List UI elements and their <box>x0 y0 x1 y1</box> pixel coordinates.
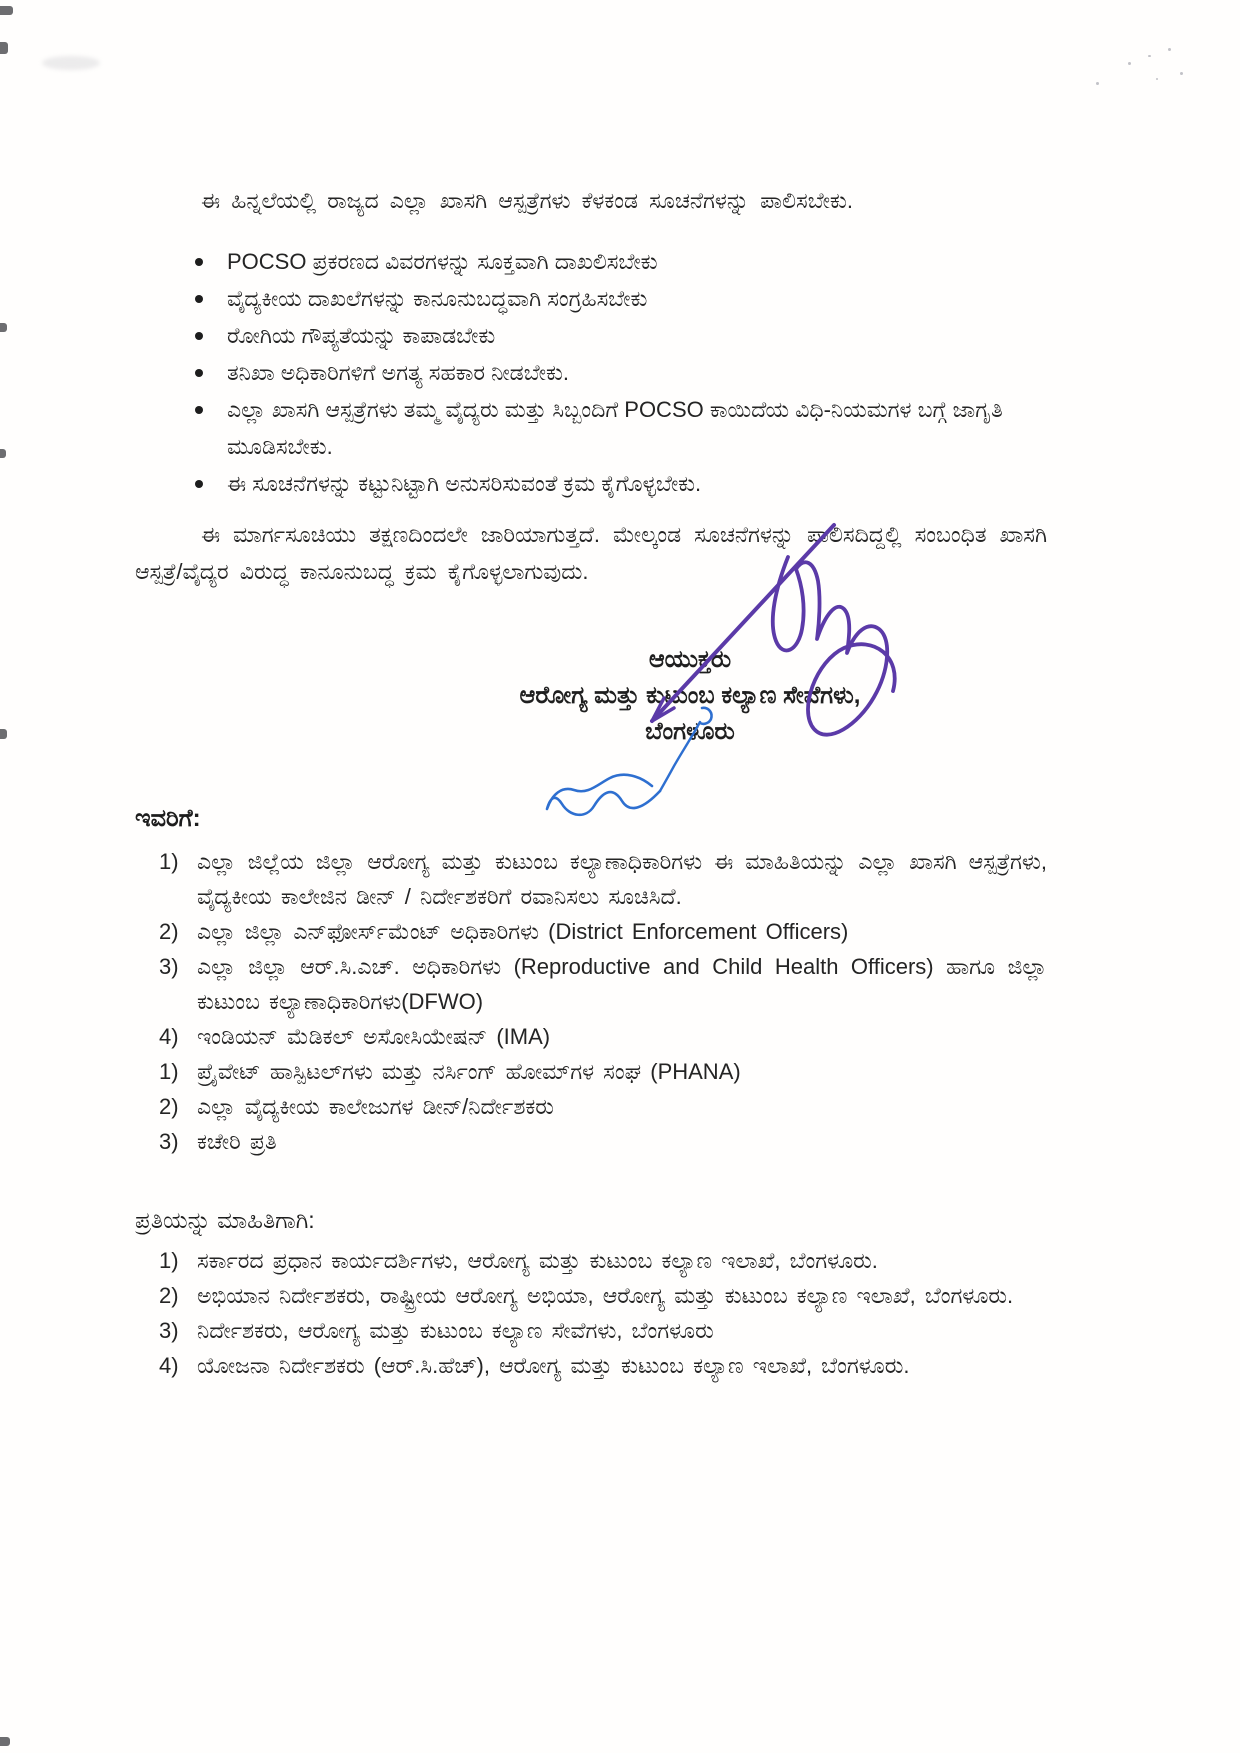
item-text: ಎಲ್ಲಾ ಜಿಲ್ಲಾ ಎನ್‌ಫೋರ್ಸ್‌ಮೆಂಟ್ ಅಧಿಕಾರಿಗಳು (District Enforcement Officers) <box>197 919 849 944</box>
recipient-item <box>135 1089 1047 1124</box>
bullet-dot-icon <box>195 406 203 414</box>
instruction-bullet-list <box>189 243 1047 502</box>
bullet-dot-icon <box>195 332 203 340</box>
signature-block <box>435 642 945 750</box>
item-text: ಯೋಜನಾ ನಿರ್ದೇಶಕರು (ಆರ್.ಸಿ.ಹೆಚ್), ಆರೋಗ್ಯ ಮತ್ತು ಕುಟುಂಬ ಕಲ್ಯಾಣ ಇಲಾಖೆ, ಬೆಂಗಳೂರು. <box>197 1353 910 1378</box>
item-text: ಎಲ್ಲಾ ಜಿಲ್ಲಾ ಆರ್.ಸಿ.ಎಚ್. ಅಧಿಕಾರಿಗಳು (Reproductive and Child Health Officers) ಹಾಗೂ ಜಿಲ್ಲಾ ಕುಟುಂಬ ಕಲ್ಯಾಣಾಧಿಕಾರಿಗಳು(DFWO) <box>197 954 1047 1014</box>
scan-speck <box>1168 48 1171 51</box>
item-text: ಅಭಿಯಾನ ನಿರ್ದೇಶಕರು, ರಾಷ್ಟ್ರೀಯ ಆರೋಗ್ಯ ಅಭಿಯಾ, ಆರೋಗ್ಯ ಮತ್ತು ಕುಟುಂಬ ಕಲ್ಯಾಣ ಇಲಾಖೆ, ಬೆಂಗಳೂರು. <box>197 1283 1014 1308</box>
item-number: 2) <box>159 1283 179 1308</box>
bullet-text: ವೈದ್ಯಕೀಯ ದಾಖಲೆಗಳನ್ನು ಕಾನೂನುಬದ್ಧವಾಗಿ ಸಂಗ್ರಹಿಸಬೇಕು <box>227 286 648 311</box>
item-number: 3) <box>159 1129 179 1154</box>
item-number: 1) <box>159 849 179 874</box>
item-number: 4) <box>159 1024 179 1049</box>
item-text: ಎಲ್ಲಾ ವೈದ್ಯಕೀಯ ಕಾಲೇಜುಗಳ ಡೀನ್/ನಿರ್ದೇಶಕರು <box>197 1094 554 1119</box>
recipient-item <box>135 949 1047 1019</box>
signatory-organization: ಆರೋಗ್ಯ ಮತ್ತು ಕುಟುಂಬ ಕಲ್ಯಾಣ ಸೇವೆಗಳು, <box>519 682 861 709</box>
scan-smudge <box>42 56 100 70</box>
recipient-item <box>135 1124 1047 1159</box>
scan-artifact <box>0 6 13 15</box>
scan-speck <box>1156 78 1158 80</box>
signatory-title: ಆಯುಕ್ತರು <box>648 646 732 673</box>
bullet-item <box>189 465 1047 502</box>
bullet-item <box>189 243 1047 280</box>
recipient-item <box>135 844 1047 914</box>
item-number: 3) <box>159 954 179 979</box>
item-number: 2) <box>159 919 179 944</box>
bullet-text: ಎಲ್ಲಾ ಖಾಸಗಿ ಆಸ್ಪತ್ರೆಗಳು ತಮ್ಮ ವೈದ್ಯರು ಮತ್ತು ಸಿಬ್ಬಂದಿಗೆ POCSO ಕಾಯಿದೆಯ ವಿಧಿ-ನಿಯಮಗಳ ಬಗ್ಗೆ ಜಾಗೃತಿ ಮೂಡಿಸಬೇಕು. <box>227 397 1003 459</box>
bullet-dot-icon <box>195 480 203 488</box>
bullet-item <box>189 280 1047 317</box>
bullet-item <box>189 354 1047 391</box>
scan-artifact <box>0 449 6 458</box>
copy-section-heading: ಪ್ರತಿಯನ್ನು ಮಾಹಿತಿಗಾಗಿ: <box>135 1207 315 1233</box>
bullet-dot-icon <box>195 369 203 377</box>
item-number: 3) <box>159 1318 179 1343</box>
recipient-item <box>135 914 1047 949</box>
item-number: 4) <box>159 1353 179 1378</box>
item-number: 1) <box>159 1059 179 1084</box>
recipient-item <box>135 1054 1047 1089</box>
item-text: ಕಚೇರಿ ಪ್ರತಿ <box>197 1129 277 1154</box>
item-text: ಸರ್ಕಾರದ ಪ್ರಧಾನ ಕಾರ್ಯದರ್ಶಿಗಳು, ಆರೋಗ್ಯ ಮತ್ತು ಕುಟುಂಬ ಕಲ್ಯಾಣ ಇಲಾಖೆ, ಬೆಂಗಳೂರು. <box>197 1248 878 1273</box>
bullet-text: ತನಿಖಾ ಅಧಿಕಾರಿಗಳಿಗೆ ಅಗತ್ಯ ಸಹಕಾರ ನೀಡಬೇಕು. <box>227 360 569 385</box>
scan-artifact <box>0 729 7 739</box>
bullet-text: ರೋಗಿಯ ಗೌಪ್ಯತೆಯನ್ನು ಕಾಪಾಡಬೇಕು <box>227 323 496 348</box>
enforcement-paragraph: ಈ ಮಾರ್ಗಸೂಚಿಯು ತಕ್ಷಣದಿಂದಲೇ ಜಾರಿಯಾಗುತ್ತದೆ. ಮೇಲ್ಕಂಡ ಸೂಚನೆಗಳನ್ನು ಪಾಲಿಸದಿದ್ದಲ್ಲಿ ಸಂಬಂಧಿತ ಖಾಸಗಿ ಆಸ್ಪತ್ರೆ/ವೈದ್ಯರ ವಿರುದ್ಧ ಕಾನೂನುಬದ್ಧ ಕ್ರಮ ಕೈಗೊಳ್ಳಲಾಗುವುದು. <box>135 522 1047 584</box>
opening-paragraph: ಈ ಹಿನ್ನಲೆಯಲ್ಲಿ ರಾಜ್ಯದ ಎಲ್ಲಾ ಖಾಸಗಿ ಆಸ್ಪತ್ರೆಗಳು ಕೆಳಕಂಡ ಸೂಚನೆಗಳನ್ನು ಪಾಲಿಸಬೇಕು. <box>201 188 853 213</box>
scan-artifact <box>0 1737 10 1746</box>
scan-speck <box>1148 55 1151 57</box>
scan-artifact <box>0 323 7 332</box>
copy-item <box>135 1278 1047 1313</box>
copy-item <box>135 1243 1047 1278</box>
scan-speck <box>1128 62 1131 65</box>
bullet-item <box>189 391 1047 465</box>
scan-artifact <box>0 42 8 54</box>
recipients-heading: ಇವರಿಗೆ: <box>135 805 201 832</box>
bullet-item <box>189 317 1047 354</box>
bullet-dot-icon <box>195 258 203 266</box>
item-number: 1) <box>159 1248 179 1273</box>
copy-item <box>135 1313 1047 1348</box>
signatory-city: ಬೆಂಗಳೂರು <box>645 718 735 745</box>
copy-list <box>135 1243 1047 1383</box>
bullet-text: POCSO ಪ್ರಕರಣದ ವಿವರಗಳನ್ನು ಸೂಕ್ತವಾಗಿ ದಾಖಲಿಸಬೇಕು <box>227 249 658 274</box>
copy-item <box>135 1348 1047 1383</box>
bullet-text: ಈ ಸೂಚನೆಗಳನ್ನು ಕಟ್ಟುನಿಟ್ಟಾಗಿ ಅನುಸರಿಸುವಂತೆ ಕ್ರಮ ಕೈಗೊಳ್ಳಬೇಕು. <box>227 471 702 496</box>
item-text: ಇಂಡಿಯನ್ ಮೆಡಿಕಲ್ ಅಸೋಸಿಯೇಷನ್ (IMA) <box>197 1024 551 1049</box>
item-text: ನಿರ್ದೇಶಕರು, ಆರೋಗ್ಯ ಮತ್ತು ಕುಟುಂಬ ಕಲ್ಯಾಣ ಸೇವೆಗಳು, ಬೆಂಗಳೂರು <box>197 1318 714 1343</box>
scan-speck <box>1180 72 1183 75</box>
item-text: ಪ್ರೈವೇಟ್ ಹಾಸ್ಪಿಟಲ್‌ಗಳು ಮತ್ತು ನರ್ಸಿಂಗ್ ಹೋಮ್‌ಗಳ ಸಂಘ (PHANA) <box>197 1059 741 1084</box>
item-text: ಎಲ್ಲಾ ಜಿಲ್ಲೆಯ ಜಿಲ್ಲಾ ಆರೋಗ್ಯ ಮತ್ತು ಕುಟುಂಬ ಕಲ್ಯಾಣಾಧಿಕಾರಿಗಳು ಈ ಮಾಹಿತಿಯನ್ನು ಎಲ್ಲಾ ಖಾಸಗಿ ಆಸ್ಪತ್ರೆಗಳು, ವೈದ್ಯಕೀಯ ಕಾಲೇಜಿನ ಡೀನ್ / ನಿರ್ದೇಶಕರಿಗೆ ರವಾನಿಸಲು ಸೂಚಿಸಿದೆ. <box>197 849 1047 909</box>
recipients-list <box>135 844 1047 1159</box>
item-number: 2) <box>159 1094 179 1119</box>
scan-speck <box>1096 82 1099 85</box>
recipient-item <box>135 1019 1047 1054</box>
bullet-dot-icon <box>195 295 203 303</box>
